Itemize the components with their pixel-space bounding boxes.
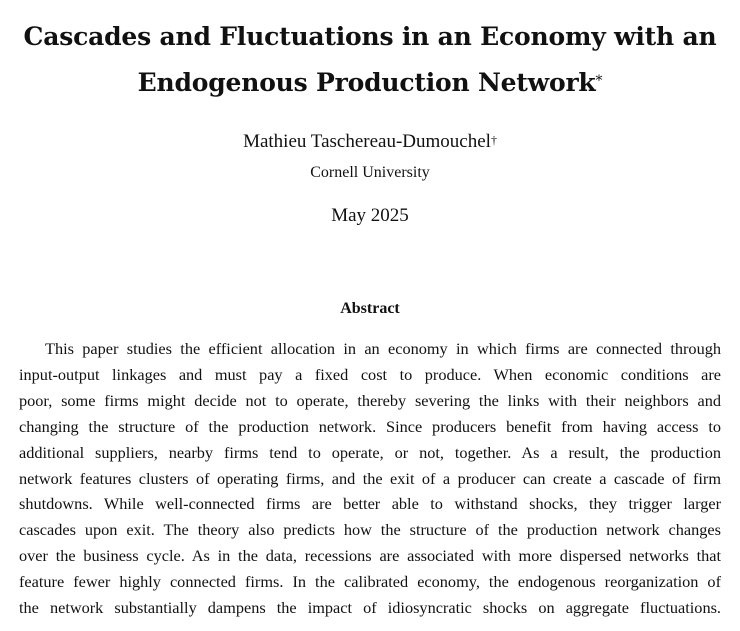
abstract-line: input-output linkages and must pay a fixed cost to produce. When economic conditions are: [19, 364, 721, 384]
abstract-line: cascades upon exit. The theory also predicts how the structure of the production network changes: [19, 520, 721, 540]
abstract-line: changing the structure of the production network. Since producers benefit from having access to: [19, 416, 721, 436]
title-line-2-text: Endogenous Production Network: [137, 68, 596, 97]
abstract-line: shutdowns. While well-connected firms are better able to withstand shocks, they trigger larger: [19, 494, 721, 514]
abstract-line: This paper studies the efficient allocation in an economy in which firms are connected through: [45, 339, 721, 358]
author-name: [0, 130, 740, 154]
abstract-body: [19, 336, 721, 621]
abstract-line: poor, some firms might decide not to operate, thereby severing the links with their neighbors and: [19, 390, 721, 410]
author-name-text: Mathieu Taschereau-Dumouchel: [243, 131, 491, 152]
title-line-1: Cascades and Fluctuations in an Economy with an: [23, 22, 717, 51]
author-footnote-mark[interactable]: †: [490, 133, 497, 147]
author-affiliation: Cornell University: [310, 164, 430, 181]
abstract-line: over the business cycle. As in the data, recessions are associated with more dispersed networks that: [19, 546, 721, 566]
abstract-line: additional suppliers, nearby firms tend to operate, or not, together. As a result, the production: [19, 442, 721, 462]
title-footnote-mark[interactable]: *: [595, 73, 603, 89]
abstract-line: feature fewer highly connected firms. In the calibrated economy, the endogenous reorganization of: [19, 572, 721, 592]
publication-date: May 2025: [331, 205, 409, 226]
abstract-heading: Abstract: [340, 300, 400, 317]
abstract-line: network features clusters of operating firms, and the exit of a producer can create a cascade of firm: [19, 468, 721, 488]
title-line-2: [0, 60, 740, 106]
abstract-line: the network substantially dampens the impact of idiosyncratic shocks on aggregate fluctuations.: [19, 598, 721, 618]
paper-title: [0, 14, 740, 106]
